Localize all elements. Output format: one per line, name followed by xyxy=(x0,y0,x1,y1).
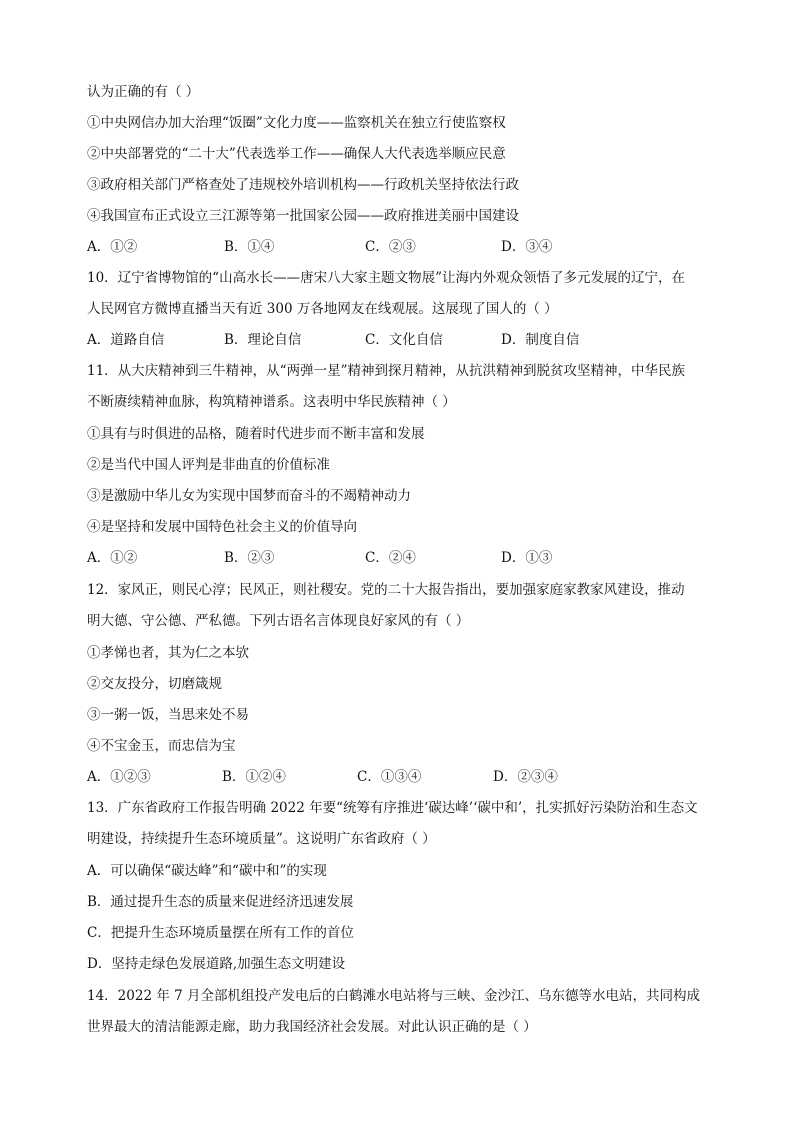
q14-stem-line-2: 世界最大的清洁能源走廊，助力我国经济社会发展。对此认识正确的是（ ） xyxy=(87,1019,537,1035)
q9-item-4: ④我国宣布正式设立三江源等第一批国家公园——政府推进美丽中国建设 xyxy=(87,208,519,224)
q11-stem-line-1: 11．从大庆精神到三牛精神，从“两弹一星”精神到探月精神，从抗洪精神到脱贫攻坚精神，中华民族 xyxy=(87,363,685,379)
q12-item-3: ③一粥一饭，当思来处不易 xyxy=(87,707,249,723)
q9-item-3: ③政府相关部门严格查处了违规校外培训机构——行政机关坚持依法行政 xyxy=(87,177,519,193)
q13-choice-d: D．坚持走绿色发展道路,加强生态文明建设 xyxy=(87,956,346,972)
q14-stem-line-1: 14．2022 年 7 月全部机组投产发电后的白鹤滩水电站将与三峡、金沙江、乌东德等水电站，共同构成 xyxy=(87,988,700,1004)
q11-stem-line-2: 不断赓续精神血脉，构筑精神谱系。这表明中华民族精神（ ） xyxy=(87,394,456,410)
q13-choice-a: A．可以确保“碳达峰”和“碳中和”的实现 xyxy=(87,863,327,879)
q11-item-3: ③是激励中华儿女为实现中国梦而奋斗的不竭精神动力 xyxy=(87,488,411,504)
q9-option-d: D．③④ xyxy=(501,239,553,255)
q11-option-a: A．①② xyxy=(87,550,138,566)
q9-option-b: B．①④ xyxy=(224,239,275,255)
q12-item-1: ①孝悌也者，其为仁之本欤 xyxy=(87,645,249,661)
q9-option-a: A．①② xyxy=(87,239,138,255)
q12-stem-line-2: 明大德、守公德、严私德。下列古语名言体现良好家风的有（ ） xyxy=(87,613,470,629)
q9-option-c: C．②③ xyxy=(365,239,416,255)
q11-option-b: B．②③ xyxy=(224,550,275,566)
q9-item-2: ②中央部署党的“二十大”代表选举工作——确保人大代表选举顺应民意 xyxy=(87,146,506,162)
q9-item-1: ①中央网信办加大治理“饭圈”文化力度——监察机关在独立行使监察权 xyxy=(87,115,506,131)
q12-item-2: ②交友投分，切磨箴规 xyxy=(87,676,222,692)
q11-option-d: D．①③ xyxy=(501,550,553,566)
q12-option-a: A．①②③ xyxy=(87,769,151,785)
q9-tail: 认为正确的有（ ） xyxy=(87,84,200,100)
q12-stem-line-1: 12．家风正，则民心淳；民风正，则社稷安。党的二十大报告指出，要加强家庭家教家风建设，推动 xyxy=(87,582,685,598)
q10-stem-line-2: 人民网官方微博直播当天有近 300 万各地网友在线观展。这展现了国人的（ ） xyxy=(87,301,558,317)
q11-option-c: C．②④ xyxy=(365,550,416,566)
q11-item-1: ①具有与时俱进的品格，随着时代进步而不断丰富和发展 xyxy=(87,426,425,442)
q13-choice-b: B．通过提升生态的质量来促进经济迅速发展 xyxy=(87,894,354,910)
q13-stem-line-1: 13．广东省政府工作报告明确 2022 年要“统筹有序推进‘碳达峰’‘碳中和’，扎实抓好污染防治和生态文 xyxy=(87,800,698,816)
q13-stem-line-2: 明建设，持续提升生态环境质量”。这说明广东省政府（ ） xyxy=(87,831,436,847)
q10-option-c: C．文化自信 xyxy=(365,332,443,348)
q10-option-d: D．制度自信 xyxy=(501,332,580,348)
q12-option-d: D．②③④ xyxy=(493,769,558,785)
q11-item-2: ②是当代中国人评判是非曲直的价值标准 xyxy=(87,457,330,473)
q10-option-a: A．道路自信 xyxy=(87,332,165,348)
q11-item-4: ④是坚持和发展中国特色社会主义的价值导向 xyxy=(87,519,357,535)
q13-choice-c: C．把提升生态环境质量摆在所有工作的首位 xyxy=(87,925,354,941)
q10-stem-line-1: 10．辽宁省博物馆的“山高水长——唐宋八大家主题文物展”让海内外观众领悟了多元发展的辽宁，在 xyxy=(87,270,685,286)
q12-option-b: B．①②④ xyxy=(222,769,286,785)
q12-option-c: C．①③④ xyxy=(357,769,422,785)
q10-option-b: B．理论自信 xyxy=(224,332,302,348)
q12-item-4: ④不宝金玉，而忠信为宝 xyxy=(87,738,236,754)
